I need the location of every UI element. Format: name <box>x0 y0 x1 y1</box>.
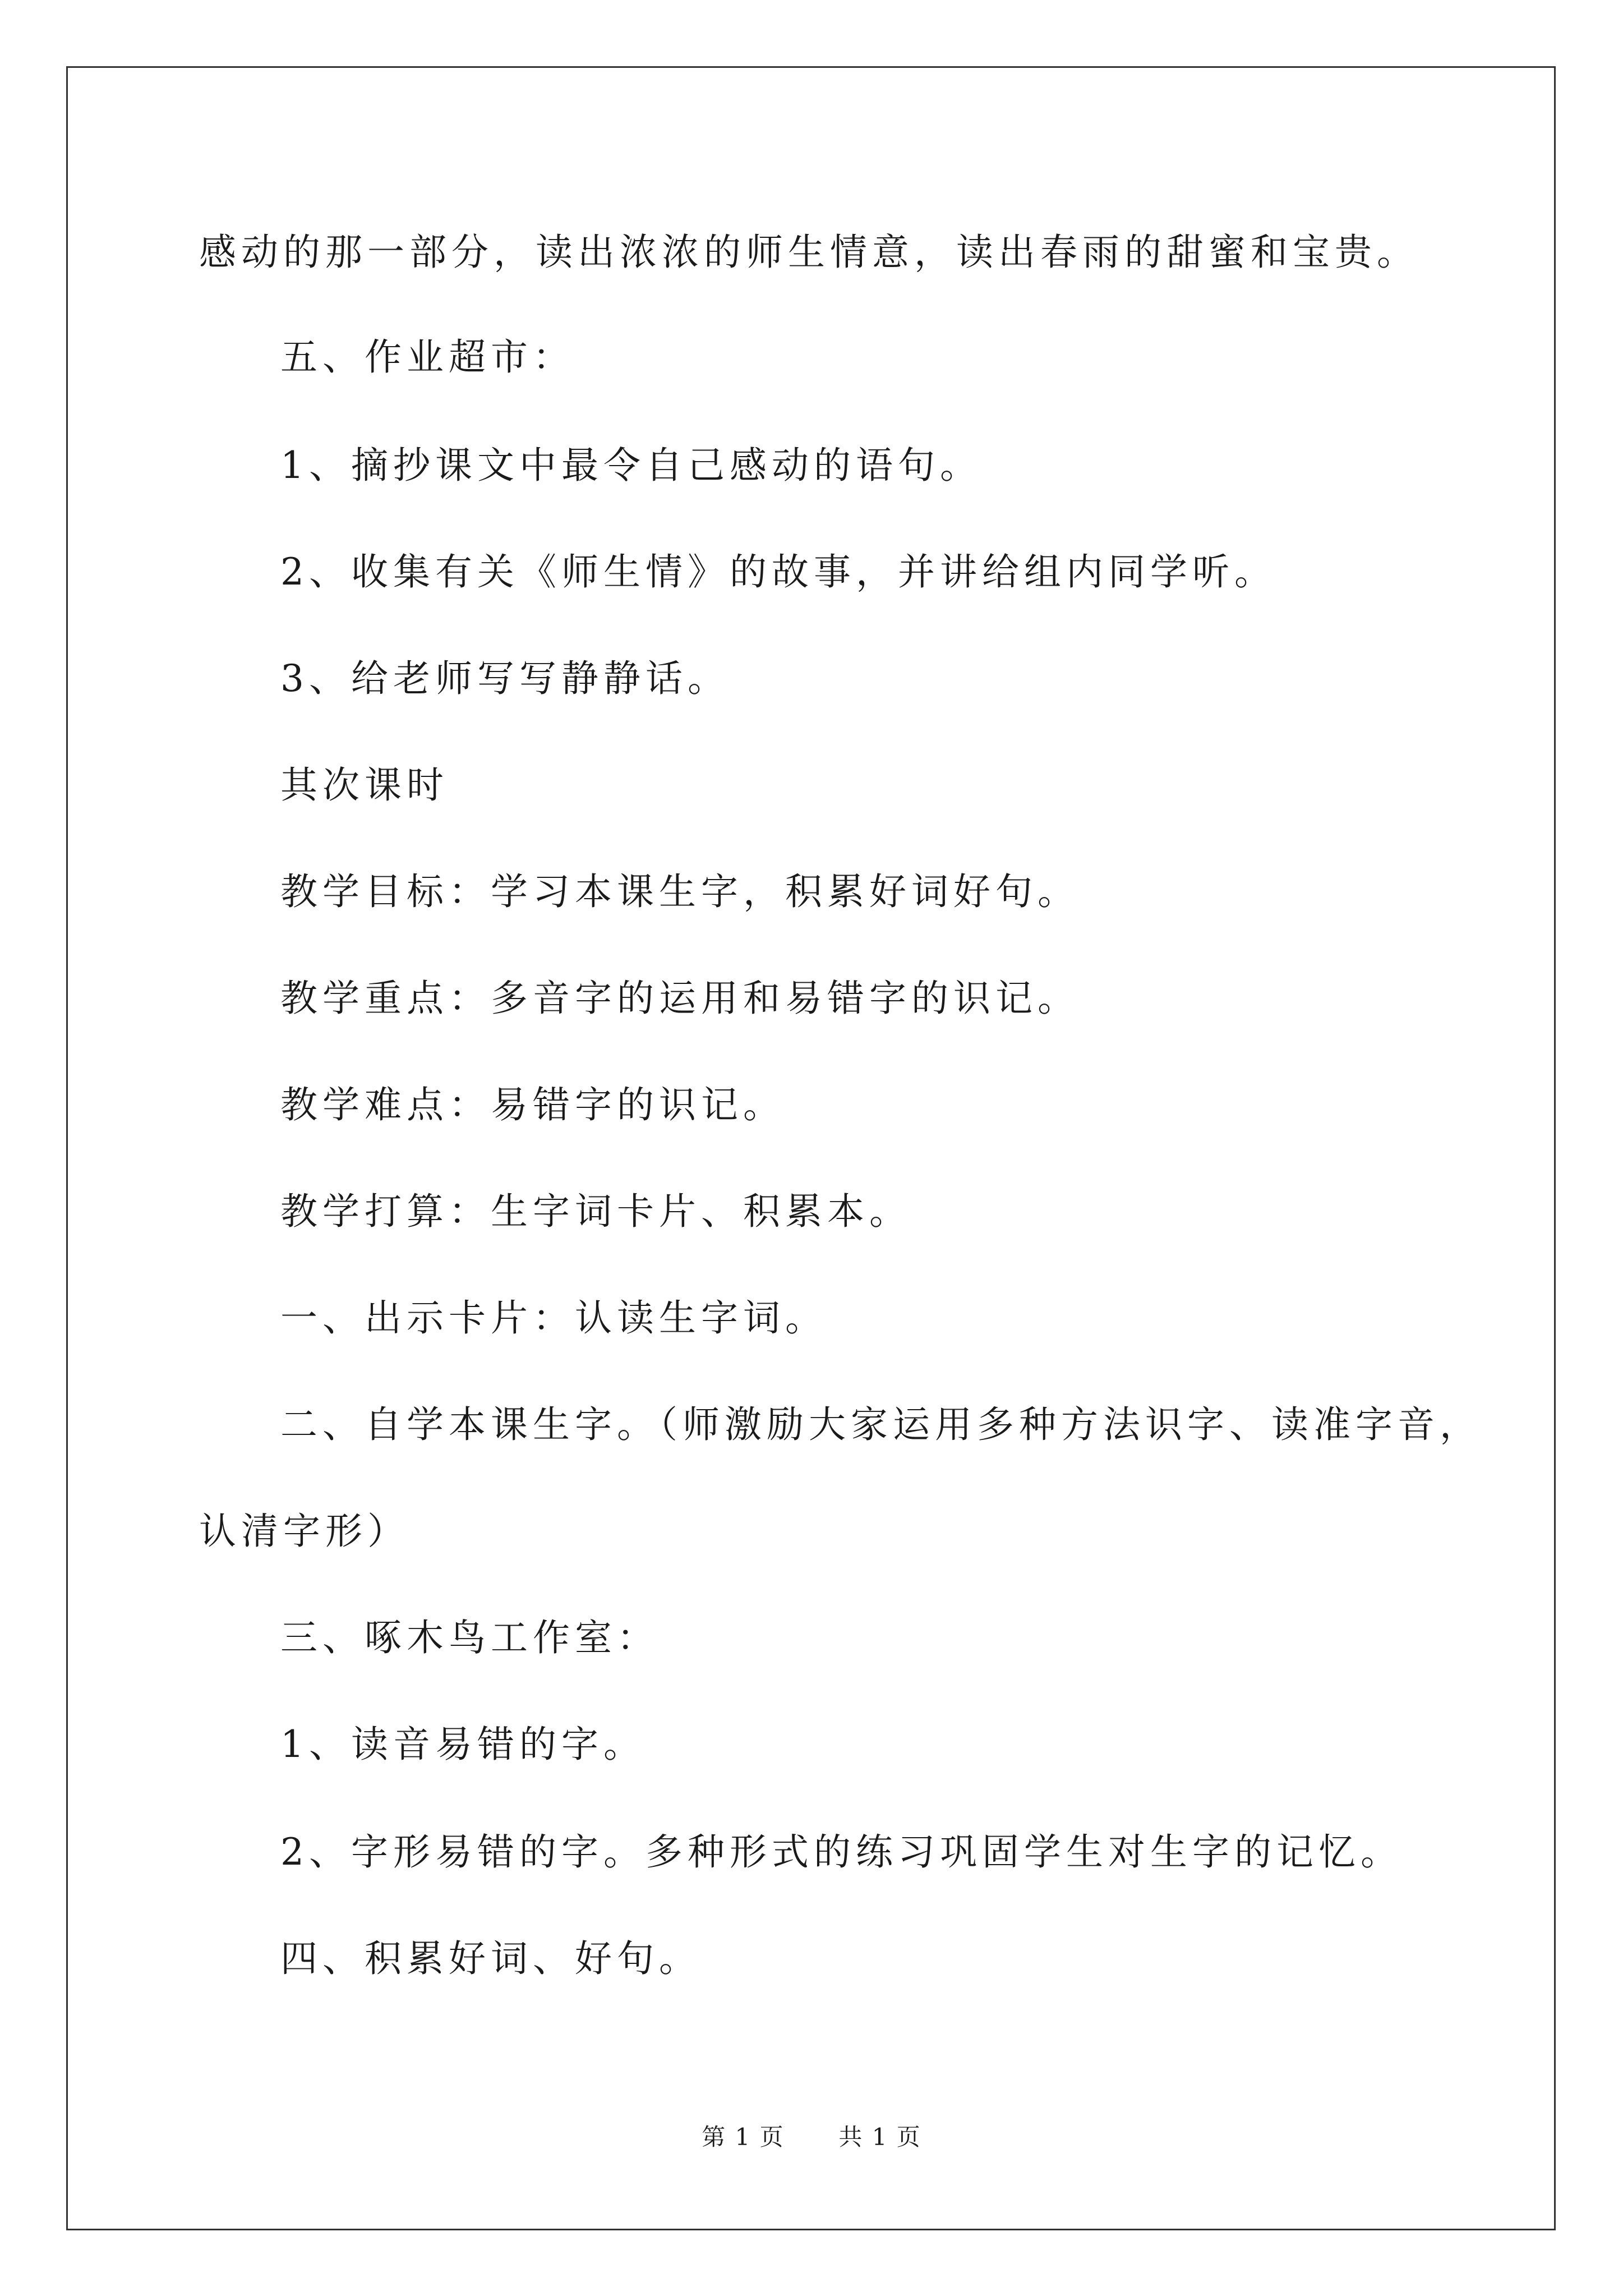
text-line: 3、给老师写写静静话。 <box>280 657 730 700</box>
text-line: 认清字形） <box>199 1510 409 1553</box>
text-line: 三、啄木鸟工作室： <box>280 1616 659 1659</box>
text-line: 五、作业超市： <box>280 335 575 379</box>
page-footer <box>0 2122 1623 2153</box>
text-line: 其次课时 <box>280 763 449 807</box>
text-line: 教学打算：生字词卡片、积累本。 <box>280 1190 911 1233</box>
text-line: 教学重点：多音字的运用和易错字的识记。 <box>280 977 1080 1020</box>
text-line: 1、读音易错的字。 <box>280 1723 645 1766</box>
text-line: 二、自学本课生字。（师激励大家运用多种方法识字、读准字音， <box>280 1403 1482 1446</box>
page-total: 共 1 页 <box>838 2123 921 2151</box>
text-line: 2、收集有关《师生情》的故事，并讲给组内同学听。 <box>280 550 1276 593</box>
text-line: 2、字形易错的字。多种形式的练习巩固学生对生字的记忆。 <box>280 1830 1403 1874</box>
page-border <box>66 66 1556 2230</box>
text-line: 感动的那一部分，读出浓浓的师生情意，读出春雨的甜蜜和宝贵。 <box>199 231 1419 274</box>
text-line: 1、摘抄课文中最令自己感动的语句。 <box>280 444 982 487</box>
text-line: 一、出示卡片：认读生字词。 <box>280 1296 827 1340</box>
page-number: 第 1 页 <box>702 2123 785 2151</box>
text-line: 教学难点：易错字的识记。 <box>280 1083 785 1126</box>
text-line: 四、积累好词、好句。 <box>280 1937 701 1980</box>
text-line: 教学目标：学习本课生字，积累好词好句。 <box>280 870 1080 913</box>
